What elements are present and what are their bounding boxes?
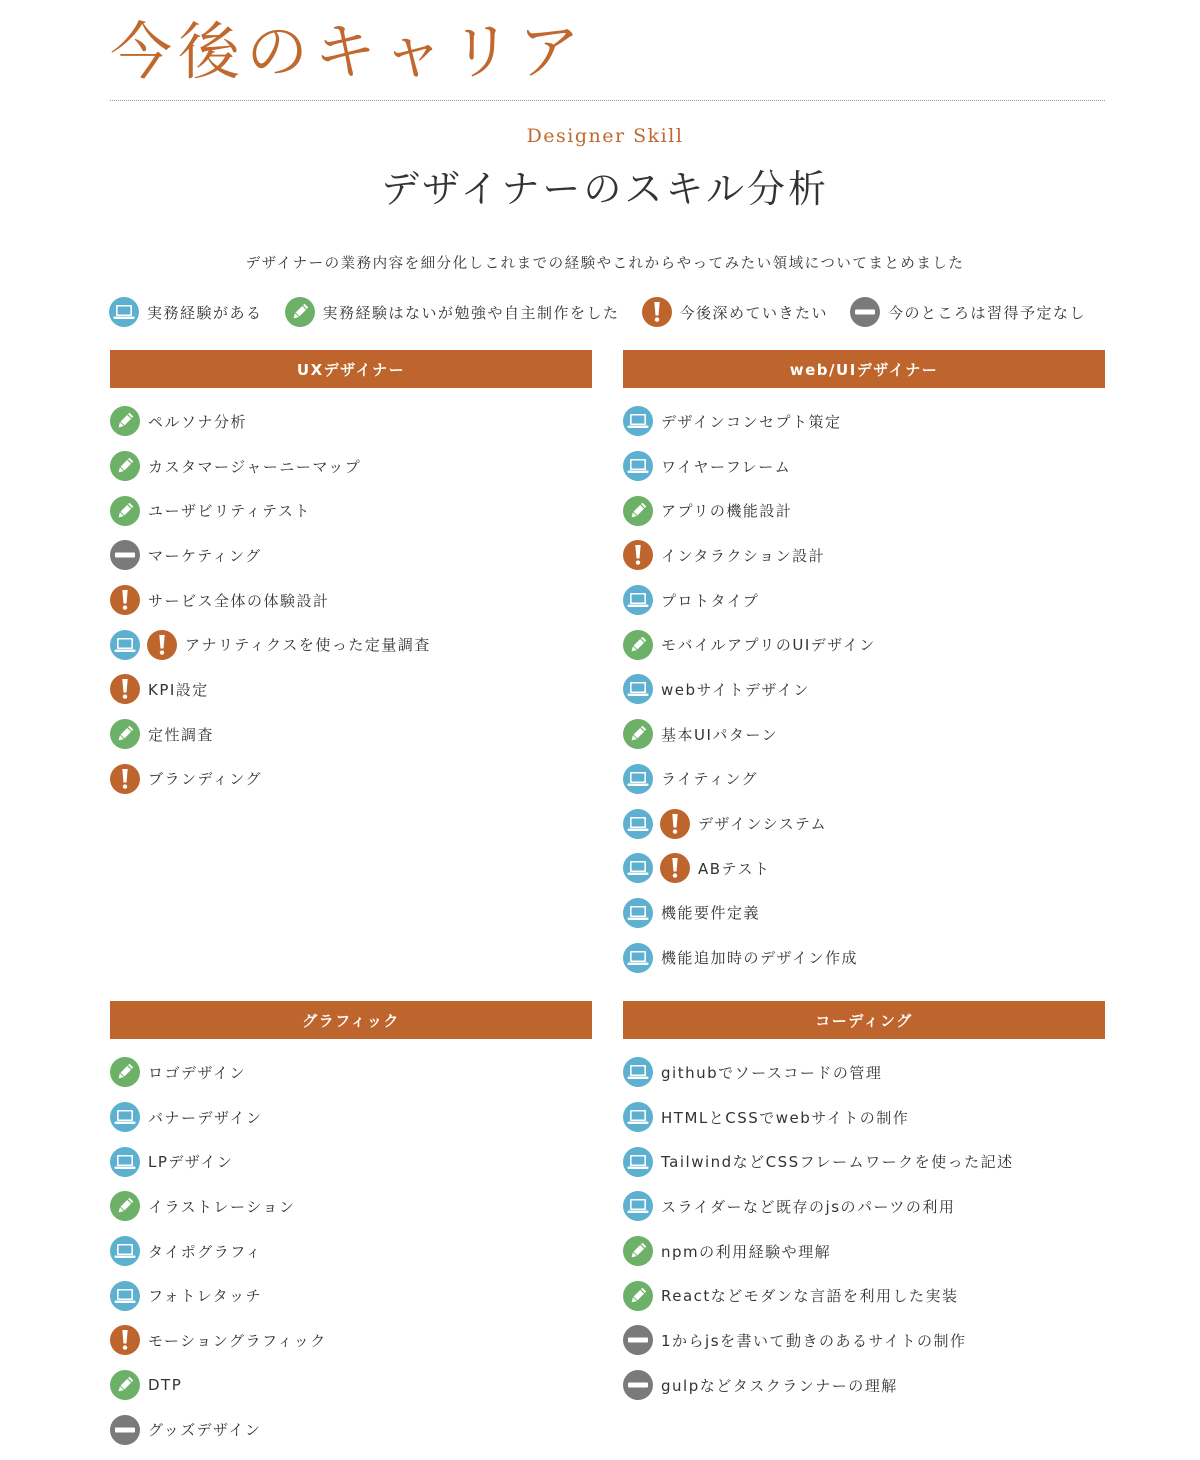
skill-item [110, 444, 592, 489]
exclamation-icon [660, 853, 690, 883]
skill-item [110, 1095, 592, 1140]
skill-label: KPI設定 [148, 680, 209, 699]
computer-icon [623, 585, 653, 615]
skill-status-icons [110, 540, 147, 570]
skill-item [110, 1050, 592, 1095]
pencil-icon [623, 1236, 653, 1266]
skill-status-icons [623, 540, 660, 570]
skill-label: ユーザビリティテスト [148, 502, 311, 521]
skill-label: HTMLとCSSでwebサイトの制作 [661, 1108, 910, 1127]
skill-label: フォトレタッチ [148, 1287, 263, 1306]
legend-label: 実務経験がある [147, 303, 263, 322]
skill-status-icons [623, 1147, 660, 1177]
skill-status-icons [110, 585, 147, 615]
skill-item [110, 578, 592, 623]
pencil-icon [623, 496, 653, 526]
minus-icon [850, 297, 880, 327]
skill-card-coding [623, 1001, 1105, 1408]
legend-label: 今後深めていきたい [679, 303, 829, 322]
computer-icon [623, 943, 653, 973]
skill-item [110, 622, 592, 667]
skill-item [623, 444, 1105, 489]
skill-status-icons [623, 719, 660, 749]
skill-item [623, 757, 1105, 802]
skill-status-icons [623, 1281, 660, 1311]
pencil-icon [623, 1281, 653, 1311]
skill-item [623, 399, 1105, 444]
skill-label: ブランディング [148, 770, 263, 789]
skill-label: 基本UIパターン [661, 725, 779, 744]
skill-label: プロトタイプ [661, 591, 760, 610]
skill-list [110, 1039, 592, 1452]
skill-item [110, 757, 592, 802]
pencil-icon [110, 719, 140, 749]
skill-status-icons [110, 1370, 147, 1400]
section-description: デザイナーの業務内容を細分化しこれまでの経験やこれからやってみたい領域についてまとめました [245, 256, 965, 272]
page-title: 今後のキャリア [110, 15, 587, 88]
skill-label: バナーデザイン [148, 1108, 263, 1127]
section-subtitle-en: Designer Skill [526, 125, 684, 147]
skill-label: イラストレーション [148, 1197, 296, 1216]
computer-icon [110, 630, 140, 660]
title-divider [110, 100, 1105, 101]
skill-item [110, 1229, 592, 1274]
skill-item [623, 1229, 1105, 1274]
skill-item [623, 578, 1105, 623]
computer-icon [110, 1147, 140, 1177]
skill-item [623, 1363, 1105, 1408]
skill-item [623, 846, 1105, 891]
skill-label: ライティング [661, 770, 759, 789]
pencil-icon [623, 630, 653, 660]
skill-status-icons [623, 1102, 660, 1132]
skill-item [623, 622, 1105, 667]
skill-status-icons [110, 1057, 147, 1087]
card-header: コーディング [623, 1001, 1105, 1039]
computer-icon [623, 406, 653, 436]
skill-status-icons [623, 943, 660, 973]
computer-icon [623, 1147, 653, 1177]
legend-item-pencil [285, 297, 620, 327]
skill-item [110, 399, 592, 444]
skill-label: gulpなどタスクランナーの理解 [661, 1376, 898, 1395]
pencil-icon [110, 1191, 140, 1221]
skill-item [623, 712, 1105, 757]
skill-status-icons [623, 764, 660, 794]
skill-label: 1からjsを書いて動きのあるサイトの制作 [661, 1331, 967, 1350]
pencil-icon [285, 297, 315, 327]
computer-icon [109, 297, 139, 327]
skill-status-icons [110, 451, 147, 481]
card-header: グラフィック [110, 1001, 592, 1039]
skill-label: マーケティング [148, 546, 262, 565]
skill-label: 定性調査 [148, 725, 215, 744]
skill-status-icons [110, 1325, 147, 1355]
skill-label: カスタマージャーニーマップ [148, 457, 362, 476]
exclamation-icon [110, 674, 140, 704]
skill-label: 機能追加時のデザイン作成 [661, 949, 858, 968]
skill-label: 機能要件定義 [661, 904, 761, 923]
card-header: web/UIデザイナー [623, 350, 1105, 388]
exclamation-icon [642, 297, 672, 327]
skill-status-icons [110, 1102, 147, 1132]
computer-icon [623, 898, 653, 928]
skill-label: Reactなどモダンな言語を利用した実装 [661, 1287, 959, 1306]
legend-label: 実務経験はないが勉強や自主制作をした [322, 303, 620, 322]
pencil-icon [623, 719, 653, 749]
section-title: デザイナーのスキル分析 [381, 167, 829, 211]
skill-status-icons [623, 630, 660, 660]
skill-label: インタラクション設計 [661, 546, 826, 565]
skill-label: ABテスト [698, 859, 771, 878]
skill-list [623, 1039, 1105, 1408]
minus-icon [623, 1370, 653, 1400]
skill-item [623, 1050, 1105, 1095]
skill-status-icons [623, 1057, 660, 1087]
skill-status-icons [623, 406, 660, 436]
skill-status-icons [110, 719, 147, 749]
computer-icon [110, 1281, 140, 1311]
pencil-icon [110, 1370, 140, 1400]
skill-item [623, 935, 1105, 980]
skill-label: ワイヤーフレーム [661, 457, 792, 476]
skill-list [623, 388, 1105, 980]
skill-item [623, 667, 1105, 712]
skill-label: githubでソースコードの管理 [661, 1063, 883, 1082]
computer-icon [110, 1102, 140, 1132]
skill-status-icons [110, 674, 147, 704]
skill-item [110, 712, 592, 757]
pencil-icon [110, 451, 140, 481]
skill-label: ロゴデザイン [148, 1063, 246, 1082]
card-header: UXデザイナー [110, 350, 592, 388]
skill-label: タイポグラフィ [148, 1242, 263, 1261]
pencil-icon [110, 406, 140, 436]
skill-status-icons [623, 1370, 660, 1400]
skill-label: アナリティクスを使った定量調査 [185, 636, 431, 655]
computer-icon [623, 809, 653, 839]
skill-item [623, 1318, 1105, 1363]
skill-item [110, 488, 592, 533]
skill-item [623, 1139, 1105, 1184]
skill-label: モーショングラフィック [148, 1331, 327, 1350]
skill-status-icons [110, 1236, 147, 1266]
skill-status-icons [623, 585, 660, 615]
computer-icon [623, 853, 653, 883]
skill-item [110, 1318, 592, 1363]
skill-item [623, 1095, 1105, 1140]
skill-label: webサイトデザイン [661, 680, 810, 699]
skill-label: サービス全体の体験設計 [148, 591, 330, 610]
legend-item-minus [850, 297, 1086, 327]
skill-item [110, 1363, 592, 1408]
skill-label: グッズデザイン [148, 1421, 262, 1440]
computer-icon [623, 764, 653, 794]
skill-status-icons [623, 674, 660, 704]
skill-item [623, 801, 1105, 846]
skill-status-icons [623, 451, 660, 481]
skill-item [110, 1139, 592, 1184]
skill-label: デザインコンセプト策定 [661, 412, 842, 431]
computer-icon [623, 1057, 653, 1087]
skill-status-icons [110, 764, 147, 794]
skill-label: npmの利用経験や理解 [661, 1242, 832, 1261]
skill-item [623, 1273, 1105, 1318]
skill-status-icons [110, 630, 184, 660]
pencil-icon [110, 1057, 140, 1087]
skill-status-icons [110, 1191, 147, 1221]
skill-item [110, 667, 592, 712]
skill-card-ux [110, 350, 592, 801]
pencil-icon [110, 496, 140, 526]
skill-label: スライダーなど既存のjsのパーツの利用 [661, 1197, 956, 1216]
minus-icon [110, 1415, 140, 1445]
skill-status-icons [110, 1281, 147, 1311]
legend-item-exclaim [642, 297, 829, 327]
skill-card-web-ui [623, 350, 1105, 980]
computer-icon [623, 1102, 653, 1132]
skill-item [110, 1184, 592, 1229]
skill-status-icons [623, 809, 697, 839]
legend [109, 296, 1086, 328]
skill-item [623, 891, 1105, 936]
exclamation-icon [660, 809, 690, 839]
skill-status-icons [110, 1147, 147, 1177]
skill-status-icons [623, 898, 660, 928]
skill-status-icons [110, 1415, 147, 1445]
exclamation-icon [110, 764, 140, 794]
computer-icon [623, 1191, 653, 1221]
exclamation-icon [623, 540, 653, 570]
skill-label: デザインシステム [698, 815, 828, 834]
skill-status-icons [110, 406, 147, 436]
skill-label: LPデザイン [148, 1153, 234, 1172]
skill-item [623, 533, 1105, 578]
skill-item [110, 1273, 592, 1318]
skill-label: DTP [148, 1376, 183, 1395]
skill-status-icons [623, 1325, 660, 1355]
computer-icon [623, 451, 653, 481]
skill-label: TailwindなどCSSフレームワークを使った記述 [661, 1153, 1014, 1172]
skill-item [110, 533, 592, 578]
minus-icon [623, 1325, 653, 1355]
skill-status-icons [623, 1236, 660, 1266]
skill-status-icons [110, 496, 147, 526]
legend-label: 今のところは習得予定なし [888, 303, 1087, 322]
exclamation-icon [110, 1325, 140, 1355]
skill-item [110, 1408, 592, 1453]
skill-label: ペルソナ分析 [148, 412, 248, 431]
skill-label: モバイルアプリのUIデザイン [661, 636, 876, 655]
skill-status-icons [623, 496, 660, 526]
exclamation-icon [147, 630, 177, 660]
minus-icon [110, 540, 140, 570]
exclamation-icon [110, 585, 140, 615]
skill-item [623, 488, 1105, 533]
legend-item-computer [109, 297, 263, 327]
skill-list [110, 388, 592, 801]
computer-icon [623, 674, 653, 704]
skill-status-icons [623, 1191, 660, 1221]
computer-icon [110, 1236, 140, 1266]
skill-status-icons [623, 853, 697, 883]
skill-card-graphic [110, 1001, 592, 1452]
skill-label: アプリの機能設計 [661, 502, 793, 521]
skill-item [623, 1184, 1105, 1229]
